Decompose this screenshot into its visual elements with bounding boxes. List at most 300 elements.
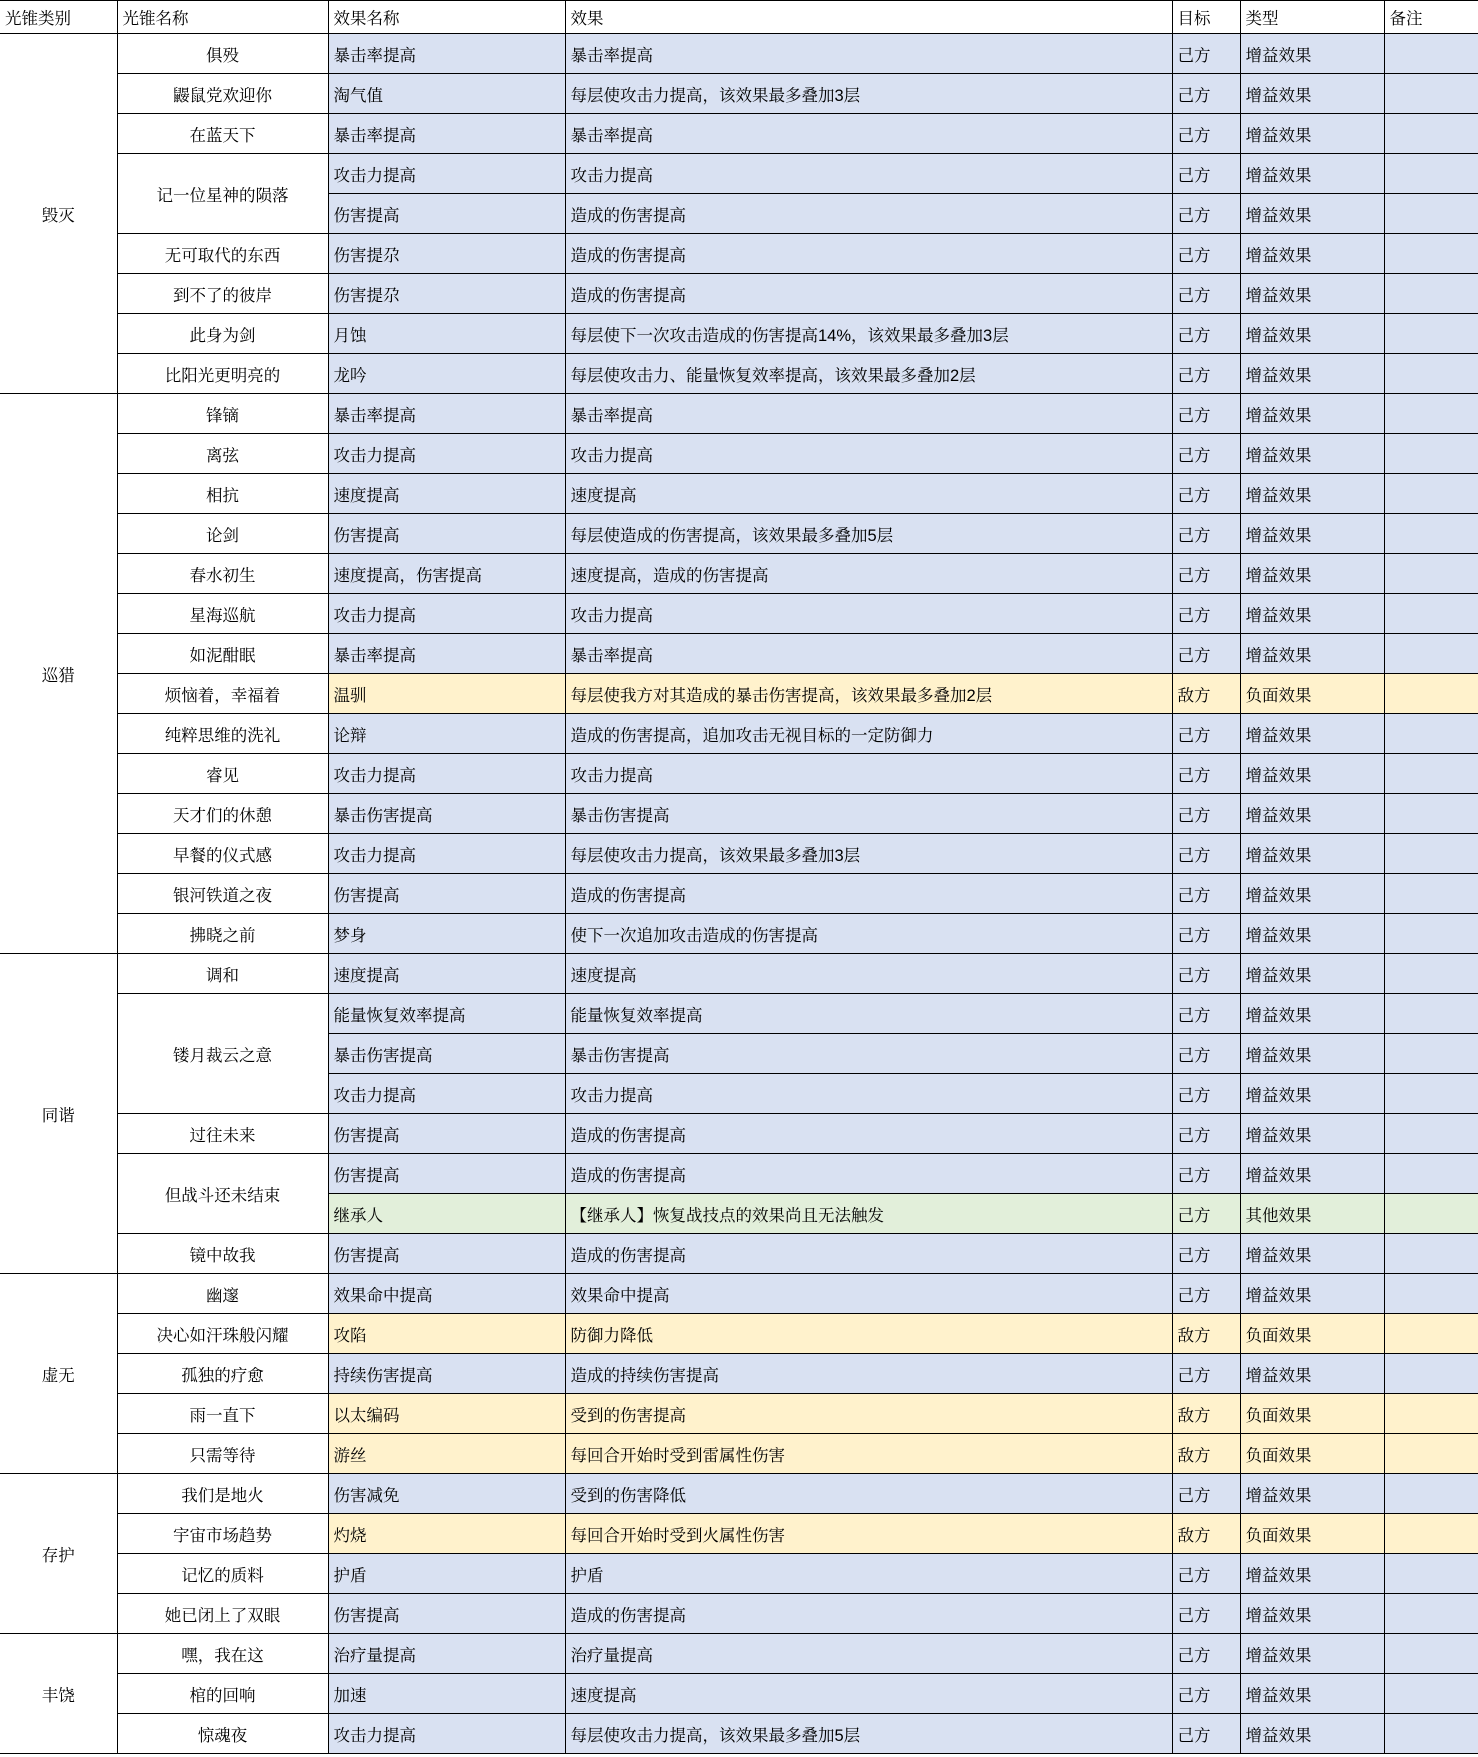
- cone-name-cell: 纯粹思维的洗礼: [117, 714, 328, 754]
- note-cell: [1384, 34, 1478, 74]
- cone-name-cell: 离弦: [117, 434, 328, 474]
- target-cell: 己方: [1172, 1114, 1240, 1154]
- effect-name-cell: 月蚀: [328, 314, 565, 354]
- effect-cell: 【继承人】恢复战技点的效果尚且无法触发: [565, 1194, 1172, 1234]
- note-cell: [1384, 874, 1478, 914]
- cone-name-cell: 拂晓之前: [117, 914, 328, 954]
- header-row: [0, 1, 1478, 34]
- table-row: [0, 594, 1478, 634]
- effect-name-cell: 攻击力提高: [328, 834, 565, 874]
- effect-name-cell: 伤害提高: [328, 194, 565, 234]
- note-cell: [1384, 314, 1478, 354]
- table-row: [0, 274, 1478, 314]
- target-cell: 己方: [1172, 1154, 1240, 1194]
- col-header-cone-name: 光锥名称: [117, 1, 328, 34]
- effect-name-cell: 攻击力提高: [328, 594, 565, 634]
- cone-name-cell: 相抗: [117, 474, 328, 514]
- table-row: [0, 1474, 1478, 1514]
- effect-name-cell: 暴击伤害提高: [328, 1034, 565, 1074]
- effect-cell: 暴击率提高: [565, 114, 1172, 154]
- target-cell: 己方: [1172, 834, 1240, 874]
- type-cell: 增益效果: [1240, 1474, 1384, 1514]
- effect-name-cell: 龙吟: [328, 354, 565, 394]
- type-cell: 增益效果: [1240, 1234, 1384, 1274]
- target-cell: 己方: [1172, 1714, 1240, 1754]
- effect-name-cell: 攻击力提高: [328, 1074, 565, 1114]
- effect-cell: 造成的伤害提高: [565, 874, 1172, 914]
- cone-name-cell: 调和: [117, 954, 328, 994]
- target-cell: 己方: [1172, 1034, 1240, 1074]
- type-cell: 增益效果: [1240, 114, 1384, 154]
- target-cell: 敌方: [1172, 1434, 1240, 1474]
- effect-cell: 造成的伤害提高: [565, 1154, 1172, 1194]
- type-cell: 增益效果: [1240, 994, 1384, 1034]
- effect-name-cell: 护盾: [328, 1554, 565, 1594]
- note-cell: [1384, 594, 1478, 634]
- note-cell: [1384, 994, 1478, 1034]
- type-cell: 增益效果: [1240, 154, 1384, 194]
- effect-name-cell: 速度提高: [328, 474, 565, 514]
- effect-name-cell: 暴击率提高: [328, 394, 565, 434]
- cone-name-cell: 镂月裁云之意: [117, 994, 328, 1114]
- type-cell: 增益效果: [1240, 1034, 1384, 1074]
- table-row: [0, 1634, 1478, 1674]
- target-cell: 敌方: [1172, 1314, 1240, 1354]
- type-cell: 负面效果: [1240, 1314, 1384, 1354]
- note-cell: [1384, 954, 1478, 994]
- table-row: [0, 34, 1478, 74]
- table-row: [0, 634, 1478, 674]
- target-cell: 己方: [1172, 1274, 1240, 1314]
- table-row: [0, 834, 1478, 874]
- cone-name-cell: 无可取代的东西: [117, 234, 328, 274]
- cone-name-cell: 早餐的仪式感: [117, 834, 328, 874]
- type-cell: 负面效果: [1240, 1514, 1384, 1554]
- type-cell: 增益效果: [1240, 474, 1384, 514]
- note-cell: [1384, 114, 1478, 154]
- cone-name-cell: 宇宙市场趋势: [117, 1514, 328, 1554]
- note-cell: [1384, 794, 1478, 834]
- table-row: [0, 914, 1478, 954]
- type-cell: 增益效果: [1240, 434, 1384, 474]
- table-row: [0, 1234, 1478, 1274]
- target-cell: 己方: [1172, 794, 1240, 834]
- table-row: [0, 1434, 1478, 1474]
- target-cell: 己方: [1172, 914, 1240, 954]
- category-cell: 毁灭: [0, 34, 117, 394]
- cone-name-cell: 她已闭上了双眼: [117, 1594, 328, 1634]
- target-cell: 己方: [1172, 274, 1240, 314]
- col-header-effect-name: 效果名称: [328, 1, 565, 34]
- category-cell: 巡猎: [0, 394, 117, 954]
- target-cell: 己方: [1172, 394, 1240, 434]
- table-row: [0, 714, 1478, 754]
- table-row: [0, 1154, 1478, 1194]
- target-cell: 己方: [1172, 1074, 1240, 1114]
- effect-name-cell: 攻击力提高: [328, 154, 565, 194]
- cone-name-cell: 睿见: [117, 754, 328, 794]
- effect-name-cell: 效果命中提高: [328, 1274, 565, 1314]
- table-row: [0, 994, 1478, 1034]
- effect-cell: 每层使攻击力提高，该效果最多叠加5层: [565, 1714, 1172, 1754]
- cone-name-cell: 在蓝天下: [117, 114, 328, 154]
- effect-name-cell: 论辩: [328, 714, 565, 754]
- category-cell: 丰饶: [0, 1634, 117, 1754]
- effect-name-cell: 暴击伤害提高: [328, 794, 565, 834]
- effect-name-cell: 伤害提高: [328, 1154, 565, 1194]
- type-cell: 增益效果: [1240, 954, 1384, 994]
- effect-cell: 使下一次追加攻击造成的伤害提高: [565, 914, 1172, 954]
- effect-name-cell: 游丝: [328, 1434, 565, 1474]
- effect-name-cell: 淘气值: [328, 74, 565, 114]
- cone-name-cell: 银河铁道之夜: [117, 874, 328, 914]
- effect-cell: 每回合开始时受到火属性伤害: [565, 1514, 1172, 1554]
- effect-name-cell: 攻击力提高: [328, 1714, 565, 1754]
- cone-name-cell: 论剑: [117, 514, 328, 554]
- type-cell: 增益效果: [1240, 1554, 1384, 1594]
- note-cell: [1384, 1074, 1478, 1114]
- col-header-target: 目标: [1172, 1, 1240, 34]
- note-cell: [1384, 1154, 1478, 1194]
- target-cell: 己方: [1172, 1474, 1240, 1514]
- effect-name-cell: 攻陷: [328, 1314, 565, 1354]
- effect-name-cell: 治疗量提高: [328, 1634, 565, 1674]
- type-cell: 负面效果: [1240, 1434, 1384, 1474]
- effect-name-cell: 伤害提高: [328, 1114, 565, 1154]
- effect-cell: 治疗量提高: [565, 1634, 1172, 1674]
- table-row: [0, 1714, 1478, 1754]
- effect-name-cell: 暴击率提高: [328, 634, 565, 674]
- effect-cell: 暴击率提高: [565, 394, 1172, 434]
- type-cell: 增益效果: [1240, 1354, 1384, 1394]
- effect-cell: 暴击伤害提高: [565, 794, 1172, 834]
- type-cell: 负面效果: [1240, 674, 1384, 714]
- effect-cell: 造成的伤害提高: [565, 194, 1172, 234]
- cone-name-cell: 只需等待: [117, 1434, 328, 1474]
- note-cell: [1384, 514, 1478, 554]
- type-cell: 增益效果: [1240, 514, 1384, 554]
- type-cell: 增益效果: [1240, 234, 1384, 274]
- category-cell: 同谐: [0, 954, 117, 1274]
- target-cell: 己方: [1172, 754, 1240, 794]
- note-cell: [1384, 1554, 1478, 1594]
- cone-name-cell: 我们是地火: [117, 1474, 328, 1514]
- effect-name-cell: 伤害提高: [328, 514, 565, 554]
- cone-name-cell: 俱殁: [117, 34, 328, 74]
- cone-name-cell: 过往未来: [117, 1114, 328, 1154]
- cone-name-cell: 到不了的彼岸: [117, 274, 328, 314]
- note-cell: [1384, 274, 1478, 314]
- effect-cell: 暴击伤害提高: [565, 1034, 1172, 1074]
- table-row: [0, 874, 1478, 914]
- effect-name-cell: 攻击力提高: [328, 754, 565, 794]
- note-cell: [1384, 1714, 1478, 1754]
- target-cell: 敌方: [1172, 674, 1240, 714]
- type-cell: 增益效果: [1240, 834, 1384, 874]
- category-cell: 虚无: [0, 1274, 117, 1474]
- type-cell: 增益效果: [1240, 1074, 1384, 1114]
- effect-name-cell: 暴击率提高: [328, 34, 565, 74]
- note-cell: [1384, 754, 1478, 794]
- type-cell: 增益效果: [1240, 554, 1384, 594]
- effect-name-cell: 攻击力提高: [328, 434, 565, 474]
- type-cell: 负面效果: [1240, 1394, 1384, 1434]
- effect-cell: 造成的伤害提高: [565, 274, 1172, 314]
- effect-cell: 造成的伤害提高: [565, 1114, 1172, 1154]
- col-header-type: 类型: [1240, 1, 1384, 34]
- target-cell: 己方: [1172, 594, 1240, 634]
- note-cell: [1384, 74, 1478, 114]
- effect-name-cell: 灼烧: [328, 1514, 565, 1554]
- note-cell: [1384, 674, 1478, 714]
- type-cell: 增益效果: [1240, 274, 1384, 314]
- table-row: [0, 1274, 1478, 1314]
- cone-name-cell: 锋镝: [117, 394, 328, 434]
- note-cell: [1384, 1234, 1478, 1274]
- effect-cell: 速度提高: [565, 1674, 1172, 1714]
- target-cell: 己方: [1172, 474, 1240, 514]
- table-row: [0, 674, 1478, 714]
- table-row: [0, 474, 1478, 514]
- note-cell: [1384, 914, 1478, 954]
- target-cell: 己方: [1172, 874, 1240, 914]
- effect-cell: 造成的持续伤害提高: [565, 1354, 1172, 1394]
- cone-name-cell: 星海巡航: [117, 594, 328, 634]
- table-row: [0, 434, 1478, 474]
- type-cell: 增益效果: [1240, 354, 1384, 394]
- target-cell: 敌方: [1172, 1514, 1240, 1554]
- effect-cell: 攻击力提高: [565, 754, 1172, 794]
- effect-cell: 每层使我方对其造成的暴击伤害提高，该效果最多叠加2层: [565, 674, 1172, 714]
- note-cell: [1384, 1634, 1478, 1674]
- table-row: [0, 114, 1478, 154]
- effect-cell: 速度提高: [565, 954, 1172, 994]
- target-cell: 己方: [1172, 994, 1240, 1034]
- type-cell: 增益效果: [1240, 714, 1384, 754]
- cone-name-cell: 棺的回响: [117, 1674, 328, 1714]
- note-cell: [1384, 1674, 1478, 1714]
- table-row: [0, 554, 1478, 594]
- effect-cell: 造成的伤害提高: [565, 234, 1172, 274]
- target-cell: 己方: [1172, 154, 1240, 194]
- table-row: [0, 954, 1478, 994]
- col-header-note: 备注: [1384, 1, 1478, 34]
- table-row: [0, 1674, 1478, 1714]
- note-cell: [1384, 554, 1478, 594]
- effect-name-cell: 持续伤害提高: [328, 1354, 565, 1394]
- cone-name-cell: 决心如汗珠般闪耀: [117, 1314, 328, 1354]
- effect-name-cell: 能量恢复效率提高: [328, 994, 565, 1034]
- cone-name-cell: 春水初生: [117, 554, 328, 594]
- type-cell: 增益效果: [1240, 194, 1384, 234]
- type-cell: 增益效果: [1240, 394, 1384, 434]
- effect-name-cell: 伤害提高: [328, 1234, 565, 1274]
- type-cell: 增益效果: [1240, 74, 1384, 114]
- table-row: [0, 1114, 1478, 1154]
- target-cell: 己方: [1172, 34, 1240, 74]
- effect-cell: 速度提高，造成的伤害提高: [565, 554, 1172, 594]
- effect-name-cell: 速度提高: [328, 954, 565, 994]
- cone-name-cell: 比阳光更明亮的: [117, 354, 328, 394]
- effect-name-cell: 伤害减免: [328, 1474, 565, 1514]
- target-cell: 己方: [1172, 1674, 1240, 1714]
- target-cell: 己方: [1172, 234, 1240, 274]
- note-cell: [1384, 1394, 1478, 1434]
- target-cell: 己方: [1172, 714, 1240, 754]
- cone-name-cell: 镜中故我: [117, 1234, 328, 1274]
- type-cell: 其他效果: [1240, 1194, 1384, 1234]
- cone-name-cell: 鼹鼠党欢迎你: [117, 74, 328, 114]
- effect-cell: 造成的伤害提高: [565, 1594, 1172, 1634]
- target-cell: 己方: [1172, 1634, 1240, 1674]
- effect-cell: 速度提高: [565, 474, 1172, 514]
- effect-name-cell: 速度提高，伤害提高: [328, 554, 565, 594]
- note-cell: [1384, 474, 1478, 514]
- effect-cell: 能量恢复效率提高: [565, 994, 1172, 1034]
- table-row: [0, 1594, 1478, 1634]
- type-cell: 增益效果: [1240, 914, 1384, 954]
- type-cell: 增益效果: [1240, 634, 1384, 674]
- effect-name-cell: 温驯: [328, 674, 565, 714]
- target-cell: 己方: [1172, 634, 1240, 674]
- table-row: [0, 1554, 1478, 1594]
- effect-name-cell: 伤害提高: [328, 874, 565, 914]
- note-cell: [1384, 1314, 1478, 1354]
- note-cell: [1384, 1434, 1478, 1474]
- type-cell: 增益效果: [1240, 794, 1384, 834]
- effect-cell: 效果命中提高: [565, 1274, 1172, 1314]
- note-cell: [1384, 1274, 1478, 1314]
- table-row: [0, 514, 1478, 554]
- type-cell: 增益效果: [1240, 1634, 1384, 1674]
- target-cell: 己方: [1172, 354, 1240, 394]
- cone-name-cell: 惊魂夜: [117, 1714, 328, 1754]
- note-cell: [1384, 1194, 1478, 1234]
- effect-name-cell: 梦身: [328, 914, 565, 954]
- target-cell: 己方: [1172, 314, 1240, 354]
- note-cell: [1384, 1354, 1478, 1394]
- target-cell: 己方: [1172, 1594, 1240, 1634]
- target-cell: 己方: [1172, 954, 1240, 994]
- table-row: [0, 794, 1478, 834]
- effect-cell: 每层使攻击力提高，该效果最多叠加3层: [565, 834, 1172, 874]
- note-cell: [1384, 234, 1478, 274]
- table-row: [0, 234, 1478, 274]
- cone-name-cell: 此身为剑: [117, 314, 328, 354]
- target-cell: 己方: [1172, 514, 1240, 554]
- effect-name-cell: 以太编码: [328, 1394, 565, 1434]
- cone-name-cell: 但战斗还未结束: [117, 1154, 328, 1234]
- effect-cell: 攻击力提高: [565, 594, 1172, 634]
- type-cell: 增益效果: [1240, 1594, 1384, 1634]
- note-cell: [1384, 634, 1478, 674]
- col-header-category: 光锥类别: [0, 1, 117, 34]
- target-cell: 己方: [1172, 1554, 1240, 1594]
- type-cell: 增益效果: [1240, 874, 1384, 914]
- target-cell: 己方: [1172, 114, 1240, 154]
- note-cell: [1384, 194, 1478, 234]
- target-cell: 己方: [1172, 194, 1240, 234]
- table-row: [0, 1314, 1478, 1354]
- effect-cell: 受到的伤害降低: [565, 1474, 1172, 1514]
- table-row: [0, 1514, 1478, 1554]
- effect-name-cell: 继承人: [328, 1194, 565, 1234]
- note-cell: [1384, 434, 1478, 474]
- table-row: [0, 314, 1478, 354]
- target-cell: 己方: [1172, 74, 1240, 114]
- cone-name-cell: 天才们的休憩: [117, 794, 328, 834]
- effect-name-cell: 伤害提尕: [328, 234, 565, 274]
- cone-name-cell: 如泥酣眠: [117, 634, 328, 674]
- note-cell: [1384, 834, 1478, 874]
- table-row: [0, 1394, 1478, 1434]
- note-cell: [1384, 394, 1478, 434]
- table-row: [0, 74, 1478, 114]
- type-cell: 增益效果: [1240, 754, 1384, 794]
- table-row: [0, 394, 1478, 434]
- note-cell: [1384, 154, 1478, 194]
- effect-cell: 攻击力提高: [565, 434, 1172, 474]
- target-cell: 己方: [1172, 434, 1240, 474]
- target-cell: 己方: [1172, 554, 1240, 594]
- type-cell: 增益效果: [1240, 1274, 1384, 1314]
- effect-name-cell: 暴击率提高: [328, 114, 565, 154]
- cone-name-cell: 记忆的质料: [117, 1554, 328, 1594]
- target-cell: 己方: [1172, 1234, 1240, 1274]
- target-cell: 己方: [1172, 1354, 1240, 1394]
- category-cell: 存护: [0, 1474, 117, 1634]
- type-cell: 增益效果: [1240, 594, 1384, 634]
- note-cell: [1384, 1474, 1478, 1514]
- note-cell: [1384, 1114, 1478, 1154]
- effect-name-cell: 加速: [328, 1674, 565, 1714]
- effect-cell: 每层使下一次攻击造成的伤害提高14%，该效果最多叠加3层: [565, 314, 1172, 354]
- col-header-effect: 效果: [565, 1, 1172, 34]
- note-cell: [1384, 354, 1478, 394]
- effect-cell: 造成的伤害提高: [565, 1234, 1172, 1274]
- effect-cell: 攻击力提高: [565, 154, 1172, 194]
- table-row: [0, 1354, 1478, 1394]
- effect-cell: 防御力降低: [565, 1314, 1172, 1354]
- target-cell: 敌方: [1172, 1394, 1240, 1434]
- type-cell: 增益效果: [1240, 1154, 1384, 1194]
- type-cell: 增益效果: [1240, 314, 1384, 354]
- type-cell: 增益效果: [1240, 34, 1384, 74]
- cone-name-cell: 烦恼着，幸福着: [117, 674, 328, 714]
- effect-name-cell: 伤害提尕: [328, 274, 565, 314]
- note-cell: [1384, 714, 1478, 754]
- effect-cell: 每层使造成的伤害提高，该效果最多叠加5层: [565, 514, 1172, 554]
- note-cell: [1384, 1514, 1478, 1554]
- effect-name-cell: 伤害提高: [328, 1594, 565, 1634]
- effect-cell: 每层使攻击力、能量恢复效率提高，该效果最多叠加2层: [565, 354, 1172, 394]
- target-cell: 己方: [1172, 1194, 1240, 1234]
- effect-cell: 每回合开始时受到雷属性伤害: [565, 1434, 1172, 1474]
- note-cell: [1384, 1594, 1478, 1634]
- table-row: [0, 154, 1478, 194]
- type-cell: 增益效果: [1240, 1714, 1384, 1754]
- effect-cell: 暴击率提高: [565, 634, 1172, 674]
- effect-cell: 护盾: [565, 1554, 1172, 1594]
- cone-name-cell: 雨一直下: [117, 1394, 328, 1434]
- type-cell: 增益效果: [1240, 1114, 1384, 1154]
- effect-cell: 攻击力提高: [565, 1074, 1172, 1114]
- cone-name-cell: 记一位星神的陨落: [117, 154, 328, 234]
- effect-cell: 受到的伤害提高: [565, 1394, 1172, 1434]
- table-row: [0, 754, 1478, 794]
- cone-name-cell: 幽邃: [117, 1274, 328, 1314]
- table-row: [0, 354, 1478, 394]
